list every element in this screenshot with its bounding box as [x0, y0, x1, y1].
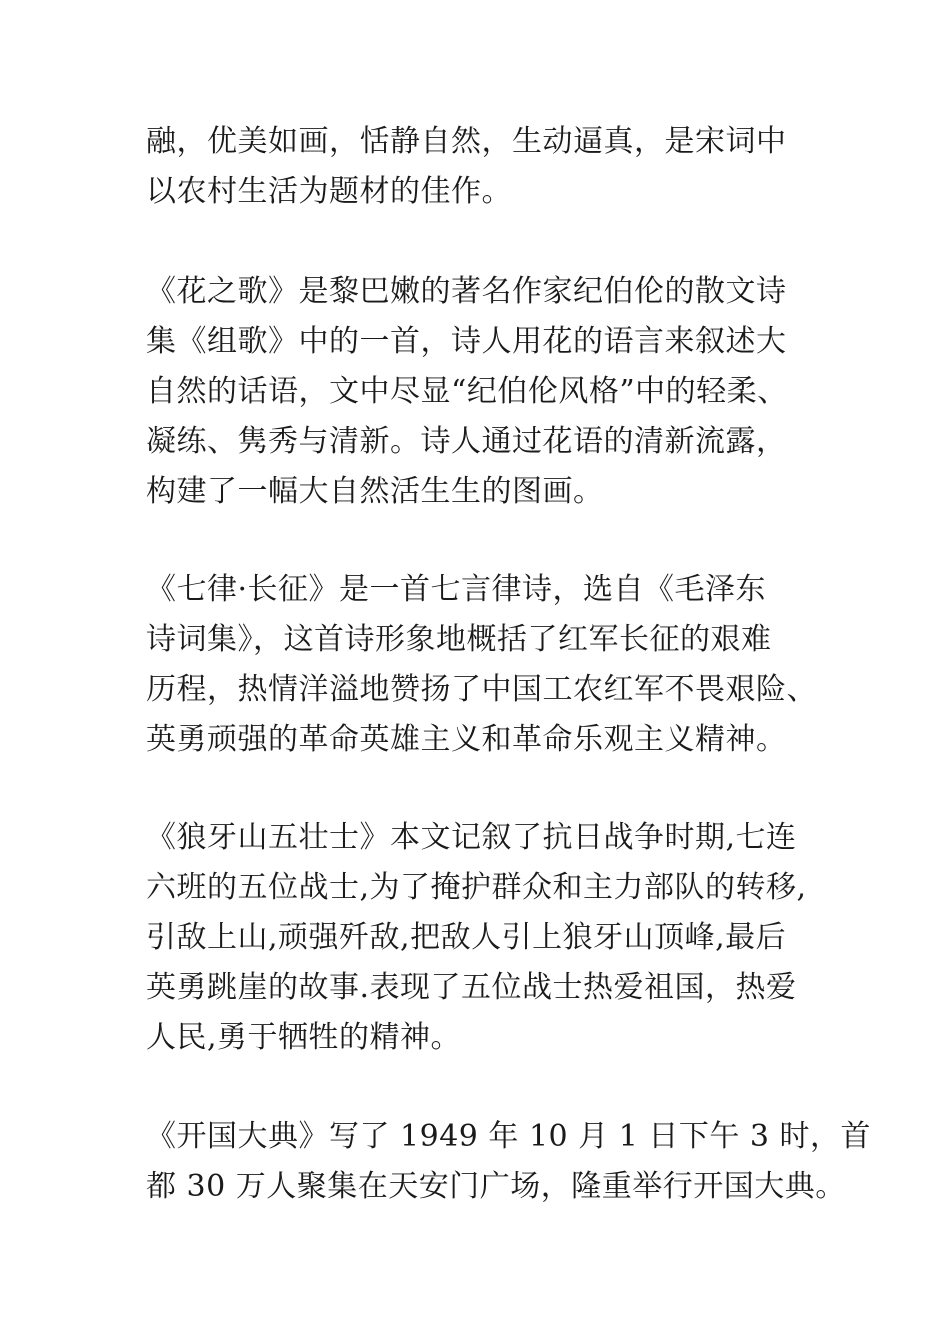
paragraph-2-line-4: 凝练、隽秀与清新。诗人通过花语的清新流露，: [146, 424, 787, 459]
paragraph-2-line-3: 自然的话语，文中尽显“纪伯伦风格”中的轻柔、: [146, 374, 788, 409]
paragraph-3-line-3: 历程，热情洋溢地赞扬了中国工农红军不畏艰险、: [146, 672, 817, 707]
paragraph-1-line-1: 融，优美如画，恬静自然，生动逼真，是宋词中: [146, 124, 787, 159]
paragraph-2-line-5: 构建了一幅大自然活生生的图画。: [146, 474, 604, 509]
paragraph-5-line-1: 《开国大典》写了 1949 年 10 月 1 日下午 3 时，首: [146, 1119, 871, 1154]
paragraph-4-line-5: 人民,勇于牺牲的精神。: [146, 1020, 462, 1055]
paragraph-2-line-2: 集《组歌》中的一首，诗人用花的语言来叙述大: [146, 324, 787, 359]
paragraph-3-line-1: 《七律·长征》是一首七言律诗，选自《毛泽东: [146, 572, 767, 607]
paragraph-3-line-2: 诗词集》，这首诗形象地概括了红军长征的艰难: [146, 622, 772, 657]
paragraph-2-line-1: 《花之歌》是黎巴嫩的著名作家纪伯伦的散文诗: [146, 274, 787, 309]
paragraph-4-line-2: 六班的五位战士,为了掩护群众和主力部队的转移,: [146, 870, 807, 905]
paragraph-3-line-4: 英勇顽强的革命英雄主义和革命乐观主义精神。: [146, 722, 787, 757]
paragraph-5-line-2: 都 30 万人聚集在天安门广场，隆重举行开国大典。: [146, 1169, 846, 1204]
paragraph-1-line-2: 以农村生活为题材的佳作。: [146, 174, 512, 209]
paragraph-4-line-3: 引敌上山,顽强歼敌,把敌人引上狼牙山顶峰,最后: [146, 920, 787, 955]
paragraph-4-line-4: 英勇跳崖的故事.表现了五位战士热爱祖国，热爱: [146, 970, 797, 1005]
paragraph-4-line-1: 《狼牙山五壮士》本文记叙了抗日战争时期,七连: [146, 820, 797, 855]
